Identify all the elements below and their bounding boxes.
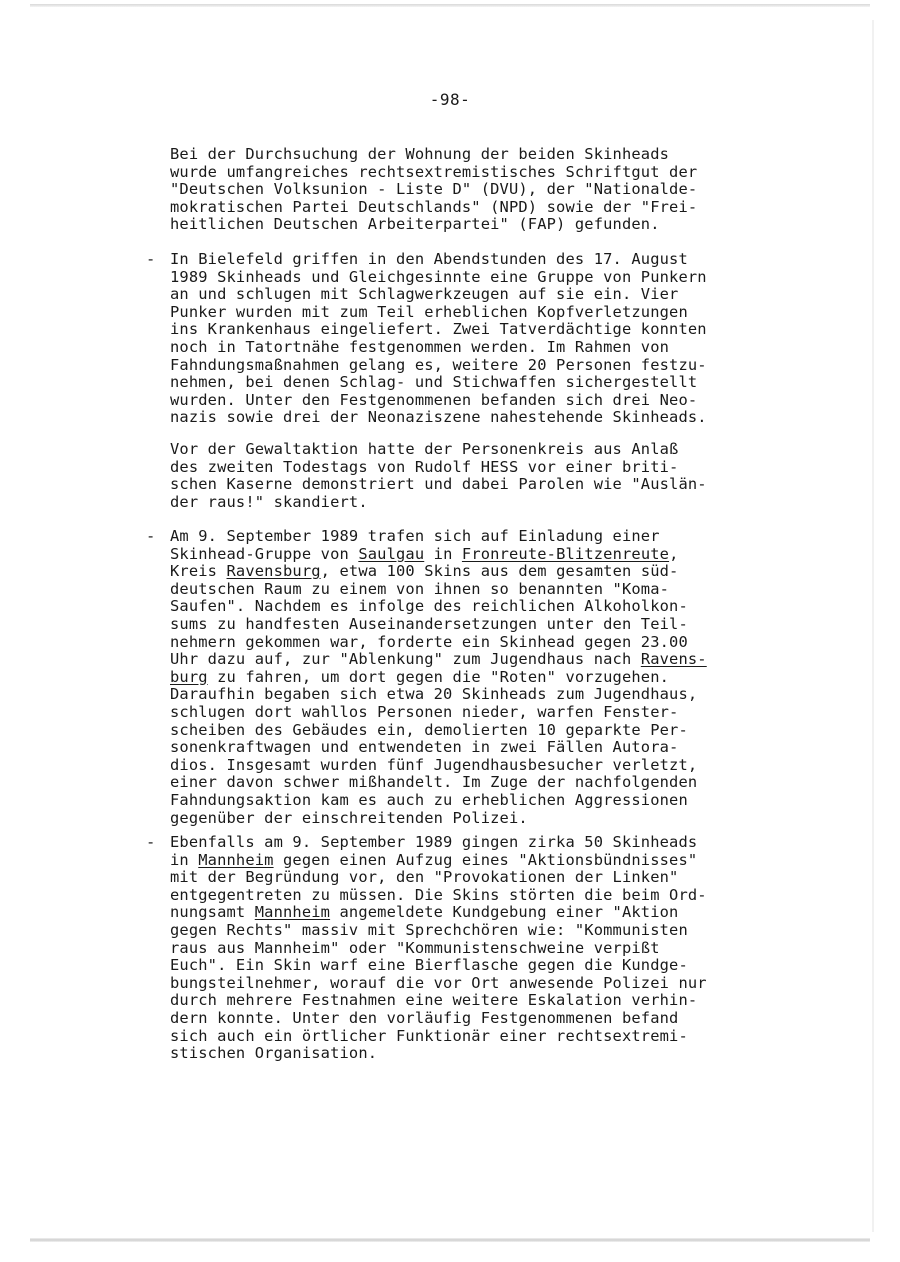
text-line: Euch". Ein Skin warf eine Bierflasche gegen die Kundge- bbox=[170, 956, 688, 975]
text-line: Ebenfalls am 9. September 1989 gingen zirka 50 Skinheads bbox=[170, 833, 698, 851]
text-line: "Deutschen Volksunion - Liste D" (DVU), der "Nationalde- bbox=[170, 180, 698, 199]
text-line: Saufen". Nachdem es infolge des reichlichen Alkoholkon- bbox=[170, 597, 688, 616]
text-line: sich auch ein örtlicher Funktionär einer rechtsextremi- bbox=[170, 1026, 688, 1045]
text-line: Bei der Durchsuchung der Wohnung der beiden Skinheads bbox=[170, 145, 670, 163]
text-line: stischen Organisation. bbox=[170, 1044, 378, 1063]
text-line: nehmern gekommen war, forderte ein Skinhead gegen 23.00 bbox=[170, 632, 688, 651]
text-line: nehmen, bei denen Schlag- und Stichwaffen sichergestellt bbox=[170, 373, 698, 392]
text-line: einer davon schwer mißhandelt. Im Zuge der nachfolgenden bbox=[170, 773, 698, 792]
bullet-dash: - bbox=[146, 250, 156, 268]
text-line: heitlichen Deutschen Arbeiterpartei" (FAP) gefunden. bbox=[170, 215, 660, 234]
text-line: nungsamt Mannheim angemeldete Kundgebung einer "Aktion bbox=[170, 903, 679, 922]
underlined-place-name: Mannheim bbox=[198, 850, 274, 869]
text-line: Fahndungsmaßnahmen gelang es, weitere 20 Personen festzu- bbox=[170, 355, 707, 374]
text-line: schen Kaserne demonstriert und dabei Parolen wie "Auslän- bbox=[170, 475, 707, 494]
text-line: ins Krankenhaus eingeliefert. Zwei Tatverdächtige konnten bbox=[170, 320, 707, 339]
underlined-place-name: Fronreute-Blitzenreute bbox=[461, 544, 670, 563]
underlined-place-name: Ravensburg bbox=[226, 562, 321, 581]
text-line: raus aus Mannheim" oder "Kommunistenschweine verpißt bbox=[170, 938, 660, 957]
text-line: durch mehrere Festnahmen eine weitere Eskalation verhin- bbox=[170, 991, 698, 1010]
text-line: wurden. Unter den Festgenommenen befanden sich drei Neo- bbox=[170, 390, 698, 409]
text-line: gegenüber der einschreitenden Polizei. bbox=[170, 808, 528, 827]
text-line: noch in Tatortnähe festgenommen werden. Im Rahmen von bbox=[170, 338, 670, 356]
text-line: dern konnte. Unter den vorläufig Festgenommenen befand bbox=[170, 1009, 679, 1027]
scan-edge-right bbox=[872, 20, 874, 1232]
text-line: scheiben des Gebäudes ein, demolierten 10 geparkte Per- bbox=[170, 720, 688, 739]
scan-edge-top bbox=[30, 4, 870, 7]
underlined-place-name: Saulgau bbox=[358, 544, 425, 563]
underlined-place-name: burg bbox=[170, 667, 208, 686]
text-line: der raus!" skandiert. bbox=[170, 492, 368, 511]
text-line: sonenkraftwagen und entwendeten in zwei Fällen Autora- bbox=[170, 738, 679, 757]
text-line: Skinhead-Gruppe von Saulgau in Fronreute-Blitzenreute, bbox=[170, 544, 679, 563]
text-line: Punker wurden mit zum Teil erheblichen Kopfverletzungen bbox=[170, 302, 688, 321]
text-line: gegen Rechts" massiv mit Sprechchören wie: "Kommunisten bbox=[170, 921, 688, 939]
text-line: Daraufhin begaben sich etwa 20 Skinheads zum Jugendhaus, bbox=[170, 685, 698, 704]
text-line: Vor der Gewaltaktion hatte der Personenkreis aus Anlaß bbox=[170, 440, 679, 458]
text-line: In Bielefeld griffen in den Abendstunden des 17. August bbox=[170, 250, 688, 268]
text-line: dios. Insgesamt wurden fünf Jugendhausbesucher verletzt, bbox=[170, 755, 698, 774]
scan-edge-bottom bbox=[30, 1238, 870, 1242]
text-line: entgegentreten zu müssen. Die Skins störten die beim Ord- bbox=[170, 885, 707, 904]
text-line: Kreis Ravensburg, etwa 100 Skins aus dem gesamten süd- bbox=[170, 562, 679, 581]
text-line: nazis sowie drei der Neonaziszene nahestehende Skinheads. bbox=[170, 408, 707, 427]
text-line: des zweiten Todestags von Rudolf HESS vor einer briti- bbox=[170, 457, 679, 476]
text-line: mit der Begründung vor, den "Provokationen der Linken" bbox=[170, 868, 679, 887]
text-line: mokratischen Partei Deutschlands" (NPD) sowie der "Frei- bbox=[170, 197, 698, 216]
bullet-dash: - bbox=[146, 833, 156, 851]
text-line: sums zu handfesten Auseinandersetzungen unter den Teil- bbox=[170, 615, 688, 633]
page-number: -98- bbox=[429, 90, 471, 109]
text-line: Am 9. September 1989 trafen sich auf Einladung einer bbox=[170, 527, 660, 545]
text-line: Fahndungsaktion kam es auch zu erheblichen Aggressionen bbox=[170, 791, 688, 809]
underlined-place-name: Mannheim bbox=[254, 903, 331, 922]
text-line: 1989 Skinheads und Gleichgesinnte eine Gruppe von Punkern bbox=[170, 267, 707, 286]
text-line: in Mannheim gegen einen Aufzug eines "Aktionsbündnisses" bbox=[170, 850, 698, 869]
underlined-place-name: Ravens- bbox=[640, 650, 707, 669]
text-line: wurde umfangreiches rechtsextremistisches Schriftgut der bbox=[170, 162, 698, 181]
text-line: deutschen Raum zu einem von ihnen so benannten "Koma- bbox=[170, 579, 670, 598]
text-line: burg zu fahren, um dort gegen die "Roten" vorzugehen. bbox=[170, 667, 670, 686]
text-line: bungsteilnehmer, worauf die vor Ort anwesende Polizei nur bbox=[170, 973, 707, 992]
text-line: schlugen dort wahllos Personen nieder, warfen Fenster- bbox=[170, 703, 679, 721]
bullet-dash: - bbox=[146, 527, 156, 545]
text-line: Uhr dazu auf, zur "Ablenkung" zum Jugendhaus nach Ravens- bbox=[170, 650, 707, 669]
text-line: an und schlugen mit Schlagwerkzeugen auf sie ein. Vier bbox=[170, 285, 679, 304]
